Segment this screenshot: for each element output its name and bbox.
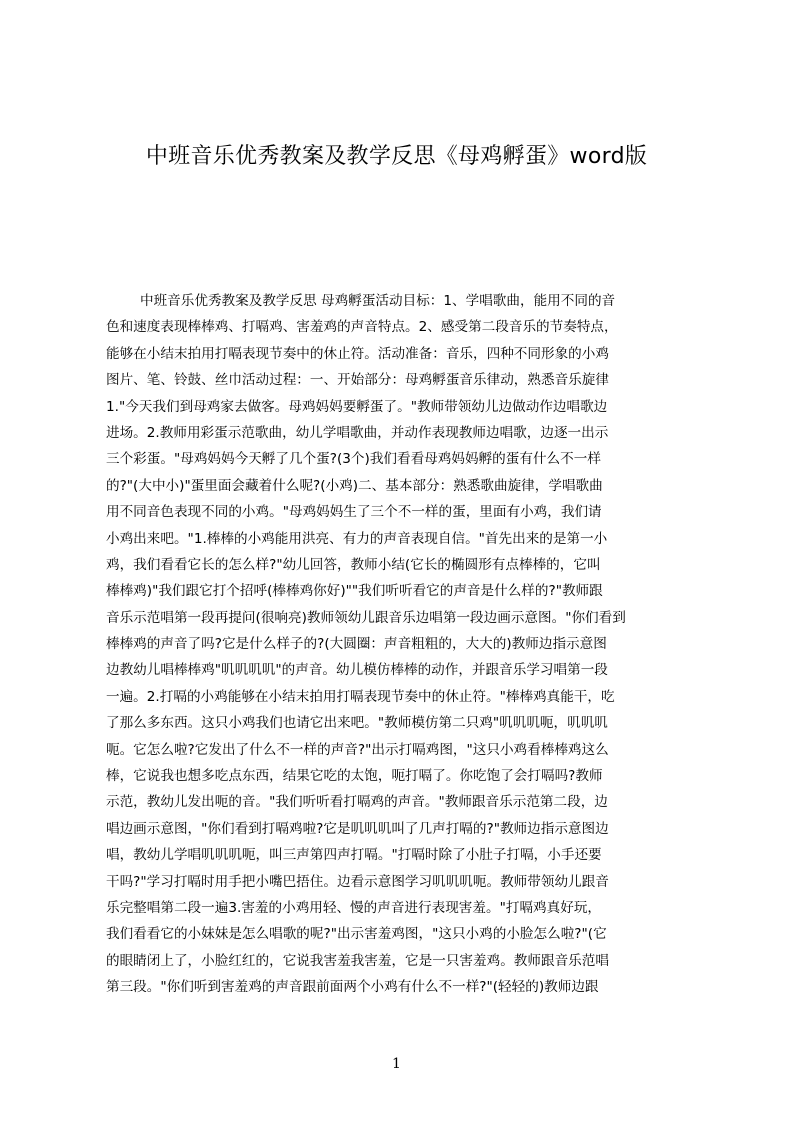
- body-line: 我们看看它的小妹妹是怎么唱歌的呢?"出示害羞鸡图，"这只小鸡的小脸怎么啦?"(它: [106, 926, 607, 943]
- body-line: 三个彩蛋。"母鸡妈妈今天孵了几个蛋?(3个)我们看看母鸡妈妈孵的蛋有什么不一样: [106, 451, 601, 468]
- body-text: [106, 288, 698, 1001]
- body-line: 的?"(大中小)"蛋里面会藏着什么呢?(小鸡)二、基本部分：熟悉歌曲旋律，学唱歌曲: [106, 477, 603, 494]
- body-line: 的眼睛闭上了，小脸红红的，它说我害羞我害羞，它是一只害羞鸡。教师跟音乐范唱: [106, 952, 609, 969]
- body-line: 用不同音色表现不同的小鸡。"母鸡妈妈生了三个不一样的蛋，里面有小鸡，我们请: [106, 504, 602, 521]
- body-line: 小鸡出来吧。"1.棒棒的小鸡能用洪亮、有力的声音表现自信。"首先出来的是第一小: [106, 530, 608, 547]
- body-line: 干吗?"学习打嗝时用手把小嘴巴捂住。边看示意图学习叽叽叽呃。教师带领幼儿跟音: [106, 873, 609, 890]
- body-line: 棒，它说我也想多吃点东西，结果它吃的太饱，呃打嗝了。你吃饱了会打嗝吗?教师: [106, 768, 603, 785]
- body-line: 一遍。2.打嗝的小鸡能够在小结末拍用打嗝表现节奏中的休止符。"棒棒鸡真能干，吃: [106, 688, 615, 705]
- document-title: 中班音乐优秀教案及教学反思《母鸡孵蛋》word版: [145, 144, 648, 169]
- body-line: 唱边画示意图，"你们看到打嗝鸡啦?它是叽叽叽叫了几声打嗝的?"教师边指示意图边: [106, 820, 609, 837]
- body-line: 边教幼儿唱棒棒鸡"叽叽叽叽"的声音。幼儿模仿棒棒的动作，并跟音乐学习唱第一段: [106, 662, 608, 679]
- body-line: 示范，教幼儿发出呃的音。"我们听听看打嗝鸡的声音。"教师跟音乐示范第二段，边: [106, 794, 608, 811]
- body-line: 棒棒鸡)"我们跟它打个招呼(棒棒鸡你好)""我们听听看它的声音是什么样的?"教师跟: [106, 583, 603, 600]
- body-line: 能够在小结末拍用打嗝表现节奏中的休止符。活动准备：音乐，四种不同形象的小鸡: [106, 345, 609, 362]
- body-line: 了那么多东西。这只小鸡我们也请它出来吧。"教师模仿第二只鸡"叽叽叽呃，叽叽叽: [106, 715, 608, 732]
- body-line: 音乐示范唱第一段再提问(很响亮)教师领幼儿跟音乐边唱第一段边画示意图。"你们看到: [106, 609, 626, 626]
- body-line: 呃。它怎么啦?它发出了什么不一样的声音?"出示打嗝鸡图，"这只小鸡看棒棒鸡这么: [106, 741, 609, 758]
- body-line: 乐完整唱第二段一遍3.害羞的小鸡用轻、慢的声音进行表现害羞。"打嗝鸡真好玩，: [106, 899, 602, 916]
- body-line: 色和速度表现棒棒鸡、打嗝鸡、害羞鸡的声音特点。2、感受第二段音乐的节奏特点，: [106, 319, 618, 336]
- body-line: 鸡，我们看看它长的怎么样?"幼儿回答，教师小结(它长的椭圆形有点棒棒的，它叫: [106, 556, 601, 573]
- page-number: 1: [392, 1056, 401, 1072]
- body-line: 唱，教幼儿学唱叽叽叽呃，叫三声第四声打嗝。"打嗝时除了小肚子打嗝，小手还要: [106, 847, 602, 864]
- body-line: 进场。2.教师用彩蛋示范歌曲，幼儿学唱歌曲，并动作表现教师边唱歌，边逐一出示: [106, 424, 609, 441]
- body-line: 第三段。"你们听到害羞鸡的声音跟前面两个小鸡有什么不一样?"(轻轻的)教师边跟: [106, 979, 599, 996]
- body-line: 中班音乐优秀教案及教学反思 母鸡孵蛋活动目标：1、学唱歌曲，能用不同的音: [140, 293, 616, 309]
- body-line: 1."今天我们到母鸡家去做客。母鸡妈妈要孵蛋了。"教师带领幼儿边做动作边唱歌边: [106, 398, 608, 415]
- body-line: 图片、笔、铃鼓、丝巾活动过程：一、开始部分：母鸡孵蛋音乐律动，熟悉音乐旋律: [106, 372, 609, 389]
- body-line: 棒棒鸡的声音了吗?它是什么样子的?(大圆圈：声音粗粗的，大大的)教师边指示意图: [106, 636, 607, 653]
